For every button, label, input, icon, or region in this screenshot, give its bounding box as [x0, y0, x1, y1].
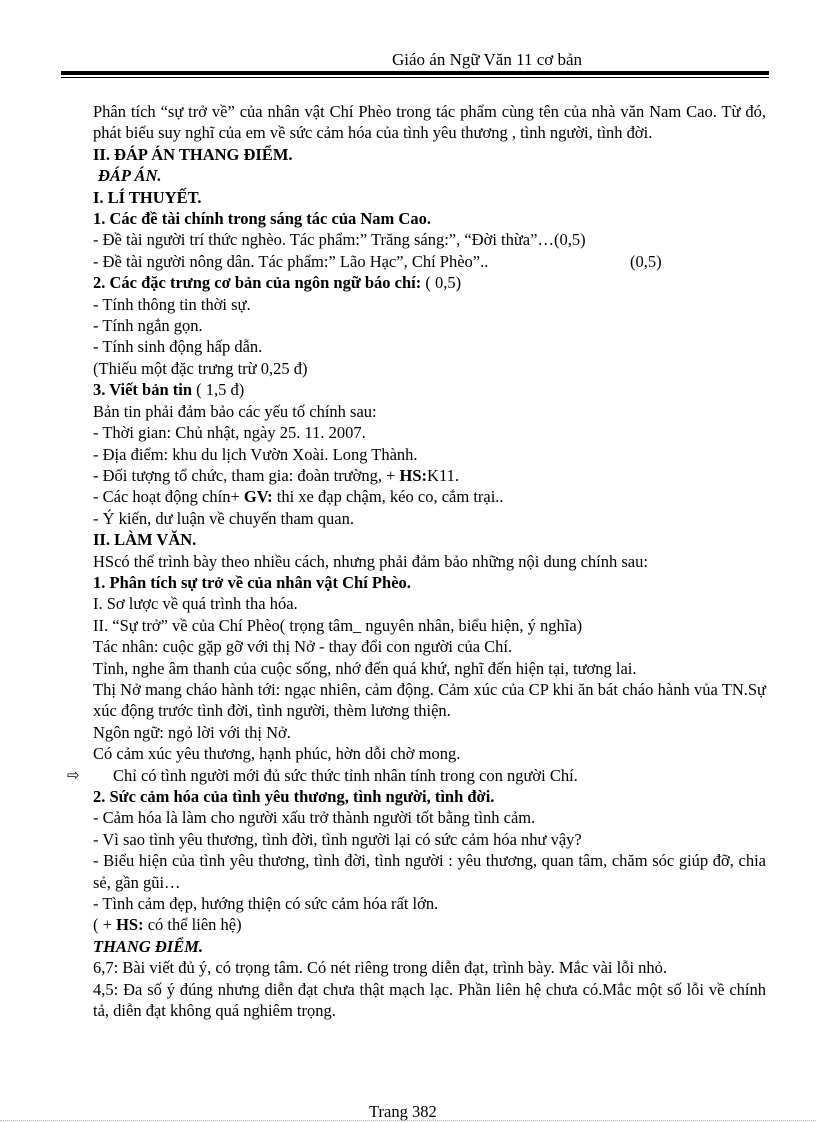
- essay-a-conclusion-text: Chỉ có tình người mới đủ sức thức tỉnh nhân tính trong con người Chí.: [113, 765, 578, 785]
- q3-intro: Bản tin phải đảm bảo các yếu tố chính sau:: [93, 401, 377, 421]
- q3-activities: [93, 486, 766, 507]
- arrow-right-icon: ⇨: [67, 765, 80, 784]
- q3-target: [93, 465, 766, 486]
- q1-line-2-score: (0,5): [630, 251, 662, 271]
- subheading-dap-an: ĐÁP ÁN.: [98, 166, 162, 186]
- q3-place: - Địa điểm: khu du lịch Vườn Xoài. Long Thành.: [93, 444, 418, 464]
- essay-b-line-2: - Vì sao tình yêu thương, tình đời, tình người lại có sức cảm hóa như vậy?: [93, 829, 582, 849]
- q1-line-2: [93, 251, 766, 272]
- header-rule-thick: [61, 71, 769, 75]
- header-rule-thin: [61, 77, 769, 78]
- essay-b-line-5-text: có thể liên hệ): [143, 915, 242, 935]
- q3-target-class: K11.: [427, 465, 459, 485]
- thang-diem-line-2: 4,5: Đa số ý đúng nhưng diễn đạt chưa thật mạch lạc. Phần liên hệ chưa có.Mắc một số lỗi về chính tả, diễn đạt không quá nghiêm trọng.: [93, 979, 766, 1021]
- q3-time: - Thời gian: Chủ nhật, ngày 25. 11. 2007.: [93, 423, 366, 443]
- q2-note: (Thiếu một đặc trưng trừ 0,25 đ): [93, 358, 308, 378]
- q2-item-3: - Tính sinh động hấp dẫn.: [93, 337, 263, 357]
- q2-item-1: - Tính thông tin thời sự.: [93, 294, 251, 314]
- essay-a-line-2: II. “Sự trở” về của Chí Phèo( trọng tâm_ nguyên nhân, biểu hiện, ý nghĩa): [93, 615, 583, 635]
- essay-b-line-5-open: ( +: [93, 915, 117, 935]
- header-title: Giáo án Ngữ Văn 11 cơ bản: [392, 50, 583, 69]
- section-heading-dap-an-thang-diem: II. ĐÁP ÁN THANG ĐIỂM.: [93, 144, 293, 164]
- essay-a-line-4: Tỉnh, nghe âm thanh của cuộc sống, nhớ đến quá khứ, nghĩ đến hiện tại, tương lai.: [93, 658, 637, 678]
- thang-diem-line-1: 6,7: Bài viết đủ ý, có trọng tâm. Có nét riêng trong diễn đạt, trình bày. Mắc vài lỗi nhỏ.: [93, 958, 668, 978]
- essay-b-line-5-hs: HS:: [116, 915, 144, 935]
- part1-heading: I. LÍ THUYẾT.: [93, 187, 202, 207]
- q3-heading-score: ( 1,5 đ): [192, 380, 245, 400]
- essay-a-line-1: I. Sơ lược về quá trình tha hóa.: [93, 594, 298, 614]
- essay-a-line-7: Có cảm xúc yêu thương, hạnh phúc, hờn dỗi chờ mong.: [93, 744, 461, 764]
- essay-a-line-3: Tác nhân: cuộc gặp gỡ với thị Nở - thay đổi con người của Chí.: [93, 637, 513, 657]
- q3-activities-list: thi xe đạp chậm, kéo co, cắm trại..: [272, 487, 504, 507]
- part2-intro: HScó thể trình bày theo nhiều cách, nhưng phải đảm bảo những nội dung chính sau:: [93, 551, 648, 571]
- q3-heading-title: 3. Viết bản tin: [93, 380, 193, 400]
- page-number: Trang 382: [369, 1102, 437, 1121]
- q3-activities-gv: GV:: [243, 487, 273, 507]
- essay-a-line-6: Ngôn ngữ: ngỏ lời với thị Nở.: [93, 722, 291, 742]
- essay-b-line-3: - Biểu hiện của tình yêu thương, tình đời, tình người : yêu thương, quan tâm, chăm sóc giúp đỡ, chia sẻ, gần gũi…: [93, 851, 766, 892]
- q2-heading-score: ( 0,5): [421, 273, 462, 293]
- q3-heading: [93, 379, 766, 400]
- essay-b-line-1: - Cảm hóa là làm cho người xấu trở thành người tốt bằng tình cảm.: [93, 808, 536, 828]
- q1-line-2-text: - Đề tài người nông dân. Tác phẩm:” Lão Hạc”, Chí Phèo”..: [93, 251, 489, 271]
- q2-heading-title: 2. Các đặc trưng cơ bản của ngôn ngữ báo chí:: [93, 273, 422, 293]
- essay-b-line-5: [93, 914, 766, 935]
- footer-dotted-line: [0, 1120, 816, 1121]
- intro-paragraph: Phân tích “sự trở về” của nhân vật Chí Phèo trong tác phẩm cùng tên của nhà văn Nam Cao. Từ đó, phát biểu suy nghĩ của em về sức cảm hóa của tình yêu thương , tình người, tình đời.: [93, 102, 766, 143]
- q3-activities-text: - Các hoạt động chín+: [93, 487, 244, 507]
- q3-target-text: - Đối tượng tổ chức, tham gia: đoàn trường, +: [93, 465, 400, 485]
- part2-heading: II. LÀM VĂN.: [93, 530, 197, 550]
- q3-target-hs: HS:: [399, 465, 428, 485]
- thang-diem-heading: THANG ĐIỂM.: [93, 936, 204, 956]
- q1-heading: 1. Các đề tài chính trong sáng tác của Nam Cao.: [93, 209, 431, 229]
- essay-b-heading: 2. Sức cảm hóa của tình yêu thương, tình người, tình đời.: [93, 787, 495, 806]
- q2-heading: [93, 272, 766, 293]
- essay-a-line-5: Thị Nở mang cháo hành tới: ngạc nhiên, cảm động. Cảm xúc của CP khi ăn bát cháo hành vủa TN.Sự xúc động trước tình đời, tình người, thèm lương thiện.: [93, 679, 766, 721]
- essay-a-heading: 1. Phân tích sự trở về của nhân vật Chí Phèo.: [93, 572, 411, 592]
- q3-opinion: - Ý kiến, dư luận về chuyến tham quan.: [93, 508, 354, 528]
- document-body: [67, 101, 766, 1021]
- essay-b-line-4: - Tình cảm đẹp, hướng thiện có sức cảm hóa rất lớn.: [93, 894, 439, 914]
- q2-item-2: - Tính ngắn gọn.: [93, 316, 203, 336]
- essay-a-conclusion: [67, 765, 766, 786]
- q1-line-1: - Đề tài người trí thức nghèo. Tác phẩm:” Trăng sáng:”, “Đời thừa”…(0,5): [93, 230, 586, 250]
